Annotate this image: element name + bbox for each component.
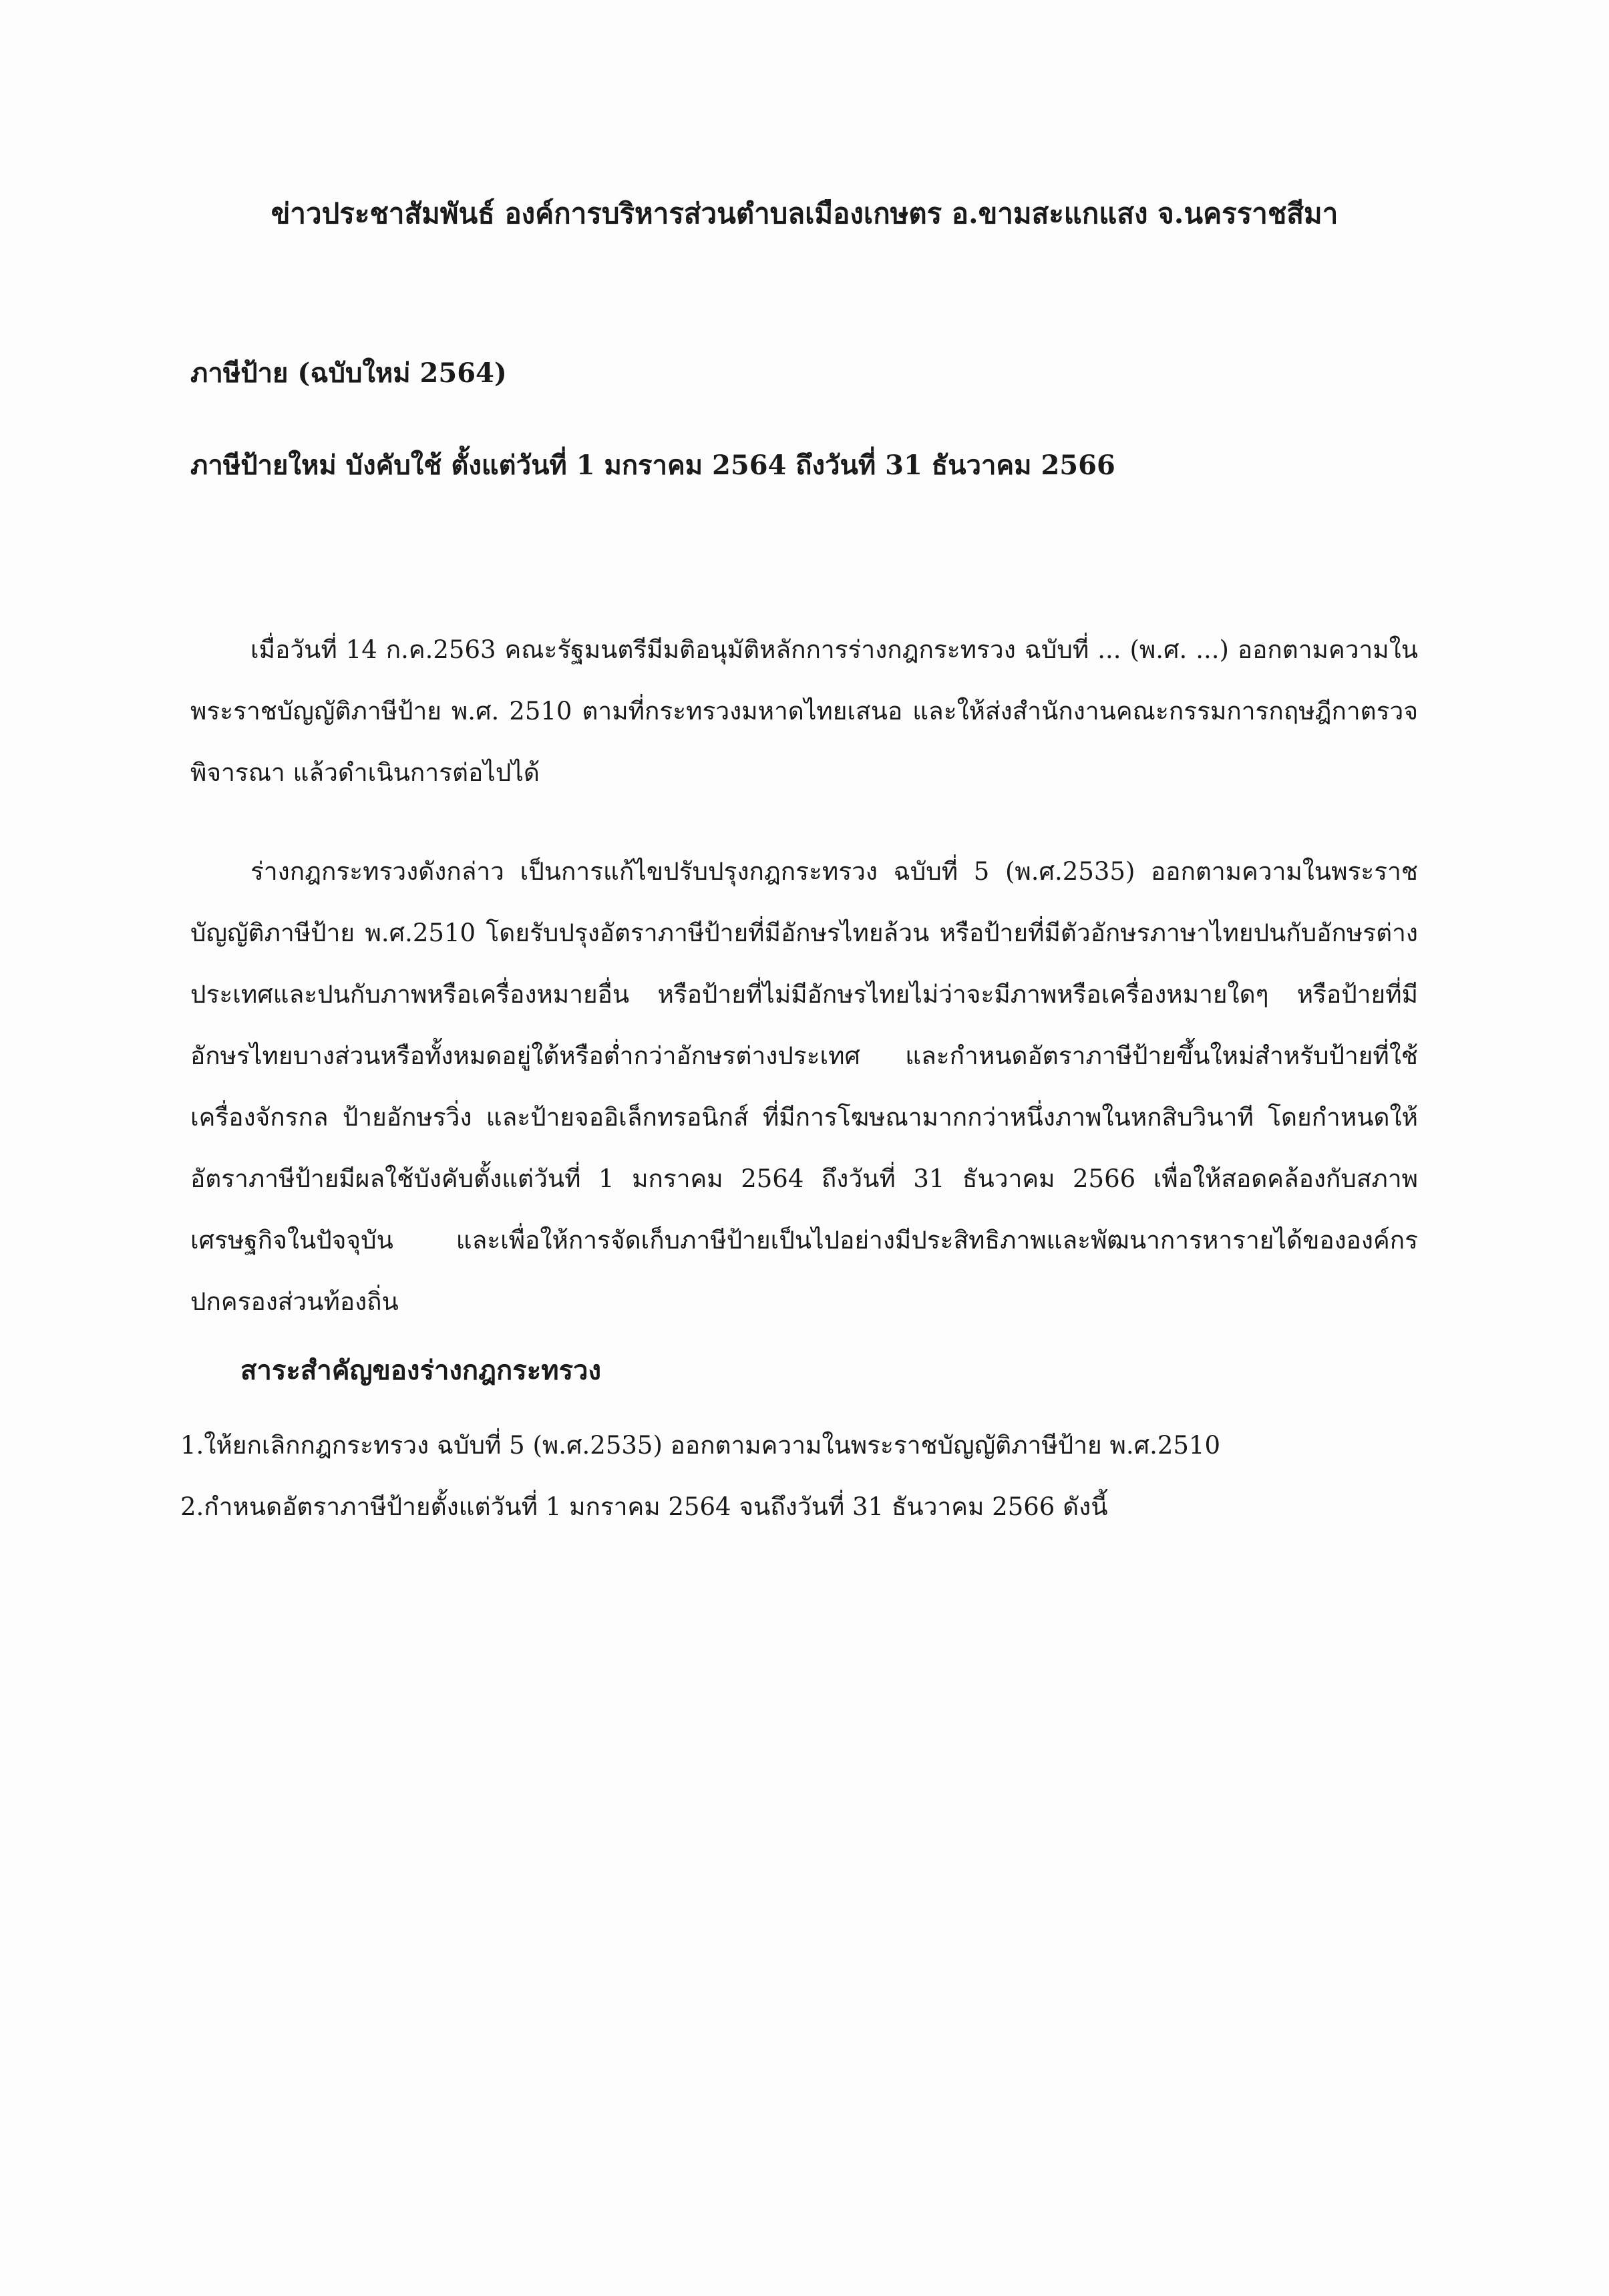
list-item: 2.กำหนดอัตราภาษีป้ายตั้งแต่วันที่ 1 มกราคม 2564 จนถึงวันที่ 31 ธันวาคม 2566 ดังนี้ bbox=[180, 1492, 1108, 1521]
paragraph-cabinet-resolution: เมื่อวันที่ 14 ก.ค.2563 คณะรัฐมนตรีมีมติอนุมัติหลักการร่างกฎกระทรวง ฉบับที่ ... (พ.ศ. ...) ออกตามความในพระราชบัญญัติภาษีป้าย พ.ศ. 2510 ตามที่กระทรวงมหาดไทยเสนอ และให้ส่งสำนักงานคณะกรรมการกฤษฎีกาตรวจพิจารณา แล้วดำเนินการต่อไปได้ bbox=[190, 635, 1418, 787]
list-item: 1.ให้ยกเลิกกฎกระทรวง ฉบับที่ 5 (พ.ศ.2535) ออกตามความในพระราชบัญญัติภาษีป้าย พ.ศ.2510 bbox=[180, 1431, 1221, 1460]
paragraph-draft-regulation: ร่างกฎกระทรวงดังกล่าว เป็นการแก้ไขปรับปรุงกฎกระทรวง ฉบับที่ 5 (พ.ศ.2535) ออกตามความในพระราชบัญญัติภาษีป้าย พ.ศ.2510 โดยรับปรุงอัตราภาษีป้ายที่มีอักษรไทยล้วน หรือป้ายที่มีตัวอักษรภาษาไทยปนกับอักษรต่างประเทศและปนกับภาพหรือเครื่องหมายอื่น หรือป้ายที่ไม่มีอักษรไทยไม่ว่าจะมีภาพหรือเครื่องหมายใดๆ หรือป้ายที่มีอักษรไทยบางส่วนหรือทั้งหมดอยู่ใต้หรือต่ำกว่าอักษรต่างประเทศ และกำหนดอัตราภาษีป้ายขึ้นใหม่สำหรับป้ายที่ใช้เครื่องจักรกล ป้ายอักษรวิ่ง และป้ายจออิเล็กทรอนิกส์ ที่มีการโฆษณามากกว่าหนึ่งภาพในหกสิบวินาที โดยกำหนดให้อัตราภาษีป้ายมีผลใช้บังคับตั้งแต่วันที่ 1 มกราคม 2564 ถึงวันที่ 31 ธันวาคม 2566 เพื่อให้สอดคล้องกับสภาพเศรษฐกิจในปัจจุบัน และเพื่อให้การจัดเก็บภาษีป้ายเป็นไปอย่างมีประสิทธิภาพและพัฒนาการหารายได้ขององค์กรปกครองส่วนท้องถิ่น bbox=[190, 857, 1418, 1316]
key-points-list bbox=[180, 1415, 1423, 1538]
subtitle-effective-date: ภาษีป้ายใหม่ บังคับใช้ ตั้งแต่วันที่ 1 มกราคม 2564 ถึงวันที่ 31 ธันวาคม 2566 bbox=[190, 450, 1115, 481]
section-title-key-points: สาระสำคัญของร่างกฎกระทรวง bbox=[240, 1355, 602, 1386]
document-title: ข่าวประชาสัมพันธ์ องค์การบริหารส่วนตำบลเมืองเกษตร อ.ขามสะแกแสง จ.นครราชสีมา bbox=[271, 197, 1338, 230]
subtitle-sign-tax: ภาษีป้าย (ฉบับใหม่ 2564) bbox=[190, 357, 507, 389]
